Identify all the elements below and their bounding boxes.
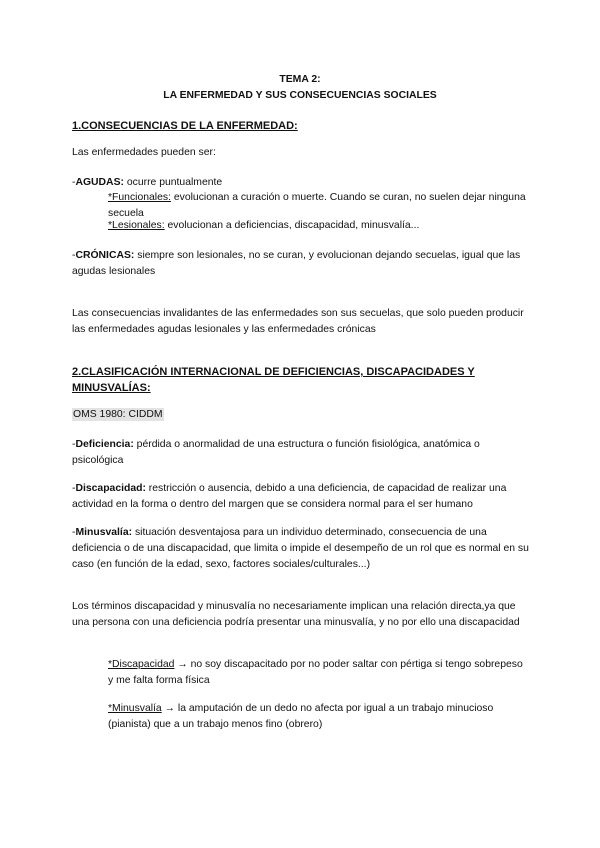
cronicas-dash: - bbox=[72, 250, 76, 261]
ejemplo-discapacidad bbox=[108, 657, 528, 689]
cronicas-paragraph bbox=[72, 248, 532, 280]
minusvalia-text: situación desventajosa para un individuo determinado, consecuencia de una deficiencia o de una discapacidad, que limita o impide el desempeño de un rol que es normal en su caso (en función de la edad, sexo, factores sociales/culturales...) bbox=[72, 527, 529, 570]
oms-line bbox=[72, 407, 532, 423]
minusvalia-paragraph bbox=[72, 525, 532, 573]
minusvalia-label: Minusvalía: bbox=[75, 527, 133, 538]
section1-heading: 1.CONSECUENCIAS DE LA ENFERMEDAD: bbox=[72, 120, 298, 132]
deficiencia-text: pérdida o anormalidad de una estructura o función fisiológica, anatómica o psicológica bbox=[72, 439, 480, 466]
discapacidad-paragraph bbox=[72, 481, 532, 513]
deficiencia-label: Deficiencia: bbox=[75, 439, 134, 450]
agudas-label: AGUDAS: bbox=[75, 177, 124, 188]
deficiencia-dash: - bbox=[72, 439, 76, 450]
funcionales-label: *Funcionales: bbox=[108, 192, 171, 203]
conclusion-paragraph: Las consecuencias invalidantes de las enfermedades son sus secuelas, que solo pueden producir las enfermedades agudas lesionales y las enfermedades crónicas bbox=[72, 308, 524, 335]
ejemplo-minusvalia-text: → la amputación de un dedo no afecta por igual a un trabajo minucioso (pianista) que a un trabajo menos fino (obrero) bbox=[108, 703, 494, 730]
discapacidad-label: Discapacidad: bbox=[75, 483, 146, 494]
agudas-dash: - bbox=[72, 177, 76, 188]
discapacidad-text: restricción o ausencia, debido a una deficiencia, de capacidad de realizar una actividad en la forma o dentro del margen que se considera normal para el ser humano bbox=[72, 483, 507, 510]
deficiencia-paragraph bbox=[72, 437, 532, 469]
oms-label: OMS 1980: CIDDM bbox=[73, 409, 163, 420]
lesionales-text: evolucionan a deficiencias, discapacidad, minusvalía... bbox=[164, 220, 420, 231]
agudas-text: ocurre puntualmente bbox=[123, 177, 223, 188]
section1-intro: Las enfermedades pueden ser: bbox=[72, 147, 216, 158]
minusvalia-dash: - bbox=[72, 527, 76, 538]
cronicas-label: CRÓNICAS: bbox=[75, 250, 135, 261]
ejemplo-minusvalia bbox=[108, 701, 528, 733]
lesionales-paragraph bbox=[108, 218, 528, 234]
funcionales-text: evolucionan a curación o muerte. Cuando se curan, no suelen dejar ninguna secuela bbox=[108, 192, 526, 219]
discapacidad-dash: - bbox=[72, 483, 76, 494]
ejemplo-minusvalia-label: *Minusvalía bbox=[108, 703, 162, 714]
cronicas-text: siempre son lesionales, no se curan, y evolucionan dejando secuelas, igual que las agudas lesionales bbox=[72, 250, 521, 277]
agudas-paragraph bbox=[72, 175, 532, 191]
lesionales-label: *Lesionales: bbox=[108, 220, 165, 231]
terminos-paragraph: Los términos discapacidad y minusvalía no necesariamente implican una relación directa,ya que una persona con una deficiencia podría presentar una minusvalía, y no por ello una discapacidad bbox=[72, 601, 520, 628]
ejemplo-discapacidad-label: *Discapacidad bbox=[108, 659, 175, 670]
tema-label: TEMA 2: bbox=[279, 74, 321, 85]
ejemplo-discapacidad-text: → no soy discapacitado por no poder saltar con pértiga si tengo sobrepeso y me falta forma física bbox=[108, 659, 523, 686]
document-title: LA ENFERMEDAD Y SUS CONSECUENCIAS SOCIALES bbox=[163, 90, 437, 101]
section2-heading: 2.CLASIFICACIÓN INTERNACIONAL DE DEFICIENCIAS, DISCAPACIDADES Y MINUSVALÍAS: bbox=[72, 366, 475, 394]
